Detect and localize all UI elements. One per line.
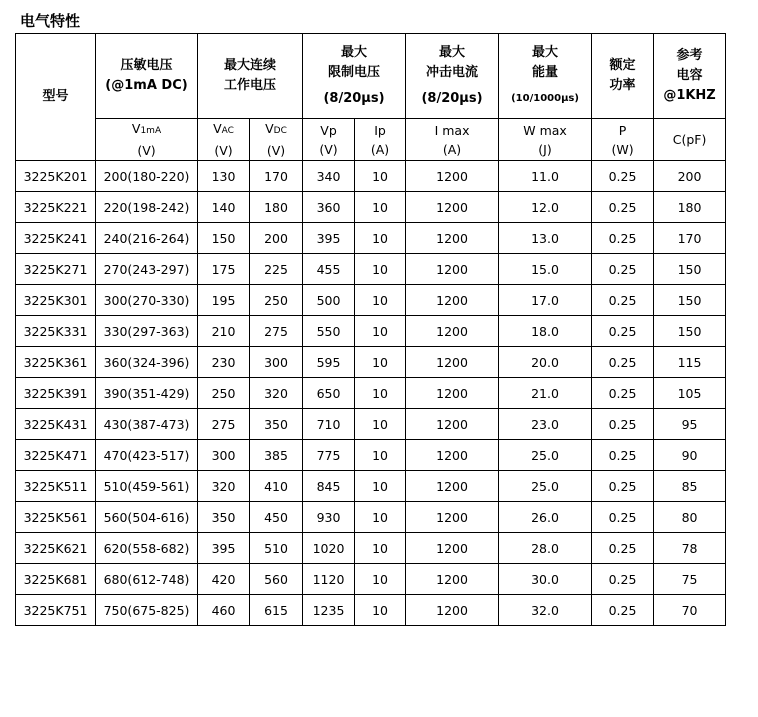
cell-power: 0.25 <box>592 378 654 409</box>
table-row <box>16 192 726 223</box>
cell-ip: 10 <box>355 316 406 347</box>
cell-vp: 595 <box>303 347 355 378</box>
cell-varistor-voltage: 360(324-396) <box>96 347 198 378</box>
cell-capacitance: 170 <box>654 223 726 254</box>
unit-vdc: VDC (V) <box>250 119 303 161</box>
unit-imax: I max (A) <box>406 119 499 161</box>
cell-model: 3225K361 <box>16 347 96 378</box>
cell-ip: 10 <box>355 440 406 471</box>
cell-imax: 1200 <box>406 502 499 533</box>
unit-ip: Ip (A) <box>355 119 406 161</box>
cell-capacitance: 200 <box>654 161 726 192</box>
cell-vdc: 560 <box>250 564 303 595</box>
table-row <box>16 161 726 192</box>
cell-vp: 650 <box>303 378 355 409</box>
cell-imax: 1200 <box>406 471 499 502</box>
cell-vdc: 180 <box>250 192 303 223</box>
cell-vdc: 300 <box>250 347 303 378</box>
unit-vac: VAC (V) <box>198 119 250 161</box>
cell-ip: 10 <box>355 254 406 285</box>
cell-wmax: 13.0 <box>499 223 592 254</box>
table-row <box>16 533 726 564</box>
cell-wmax: 25.0 <box>499 440 592 471</box>
header-max-surge-current: 最大 冲击电流 (8/20μs) <box>406 34 499 119</box>
cell-model: 3225K431 <box>16 409 96 440</box>
cell-wmax: 18.0 <box>499 316 592 347</box>
cell-power: 0.25 <box>592 409 654 440</box>
unit-v1ma: V1mA (V) <box>96 119 198 161</box>
cell-varistor-voltage: 270(243-297) <box>96 254 198 285</box>
cell-wmax: 12.0 <box>499 192 592 223</box>
unit-c: C(pF) <box>654 119 726 161</box>
cell-vp: 710 <box>303 409 355 440</box>
cell-vac: 420 <box>198 564 250 595</box>
cell-varistor-voltage: 680(612-748) <box>96 564 198 595</box>
unit-p: P (W) <box>592 119 654 161</box>
cell-imax: 1200 <box>406 347 499 378</box>
cell-vdc: 200 <box>250 223 303 254</box>
table-row <box>16 502 726 533</box>
cell-capacitance: 90 <box>654 440 726 471</box>
cell-wmax: 20.0 <box>499 347 592 378</box>
header-row <box>16 34 726 119</box>
cell-power: 0.25 <box>592 471 654 502</box>
cell-model: 3225K471 <box>16 440 96 471</box>
cell-varistor-voltage: 300(270-330) <box>96 285 198 316</box>
cell-vp: 340 <box>303 161 355 192</box>
cell-ip: 10 <box>355 564 406 595</box>
cell-wmax: 26.0 <box>499 502 592 533</box>
cell-varistor-voltage: 470(423-517) <box>96 440 198 471</box>
cell-vac: 140 <box>198 192 250 223</box>
cell-vdc: 275 <box>250 316 303 347</box>
cell-wmax: 25.0 <box>499 471 592 502</box>
table-row <box>16 409 726 440</box>
cell-vp: 455 <box>303 254 355 285</box>
header-rated-power: 额定 功率 <box>592 34 654 119</box>
cell-capacitance: 70 <box>654 595 726 626</box>
cell-vp: 1120 <box>303 564 355 595</box>
cell-vac: 210 <box>198 316 250 347</box>
cell-model: 3225K301 <box>16 285 96 316</box>
header-varistor-voltage: 压敏电压 (@1mA DC) <box>96 34 198 119</box>
cell-imax: 1200 <box>406 223 499 254</box>
cell-power: 0.25 <box>592 440 654 471</box>
units-row <box>16 119 726 161</box>
cell-power: 0.25 <box>592 254 654 285</box>
cell-varistor-voltage: 750(675-825) <box>96 595 198 626</box>
cell-model: 3225K621 <box>16 533 96 564</box>
cell-ip: 10 <box>355 192 406 223</box>
cell-wmax: 17.0 <box>499 285 592 316</box>
cell-wmax: 11.0 <box>499 161 592 192</box>
cell-model: 3225K271 <box>16 254 96 285</box>
cell-vp: 1020 <box>303 533 355 564</box>
table-row <box>16 378 726 409</box>
cell-vp: 1235 <box>303 595 355 626</box>
cell-varistor-voltage: 620(558-682) <box>96 533 198 564</box>
cell-imax: 1200 <box>406 316 499 347</box>
cell-vdc: 385 <box>250 440 303 471</box>
cell-varistor-voltage: 220(198-242) <box>96 192 198 223</box>
cell-vp: 775 <box>303 440 355 471</box>
cell-vdc: 410 <box>250 471 303 502</box>
table-row <box>16 440 726 471</box>
header-max-continuous-voltage: 最大连续 工作电压 <box>198 34 303 119</box>
table-body <box>16 161 726 626</box>
cell-varistor-voltage: 430(387-473) <box>96 409 198 440</box>
header-max-energy: 最大 能量 (10/1000μs) <box>499 34 592 119</box>
cell-varistor-voltage: 240(216-264) <box>96 223 198 254</box>
cell-vac: 130 <box>198 161 250 192</box>
table-row <box>16 223 726 254</box>
table-row <box>16 285 726 316</box>
cell-imax: 1200 <box>406 533 499 564</box>
cell-model: 3225K511 <box>16 471 96 502</box>
cell-capacitance: 115 <box>654 347 726 378</box>
cell-model: 3225K331 <box>16 316 96 347</box>
cell-power: 0.25 <box>592 595 654 626</box>
cell-power: 0.25 <box>592 223 654 254</box>
cell-capacitance: 80 <box>654 502 726 533</box>
cell-power: 0.25 <box>592 161 654 192</box>
cell-power: 0.25 <box>592 564 654 595</box>
header-model: 型号 <box>16 34 96 161</box>
cell-wmax: 21.0 <box>499 378 592 409</box>
cell-vp: 360 <box>303 192 355 223</box>
cell-ip: 10 <box>355 161 406 192</box>
cell-ip: 10 <box>355 285 406 316</box>
cell-vdc: 170 <box>250 161 303 192</box>
cell-ip: 10 <box>355 223 406 254</box>
cell-capacitance: 75 <box>654 564 726 595</box>
table-row <box>16 595 726 626</box>
cell-ip: 10 <box>355 471 406 502</box>
cell-vac: 395 <box>198 533 250 564</box>
cell-vac: 460 <box>198 595 250 626</box>
table-row <box>16 347 726 378</box>
cell-wmax: 32.0 <box>499 595 592 626</box>
cell-vdc: 450 <box>250 502 303 533</box>
table-row <box>16 564 726 595</box>
cell-model: 3225K681 <box>16 564 96 595</box>
cell-imax: 1200 <box>406 285 499 316</box>
table-row <box>16 316 726 347</box>
cell-vac: 320 <box>198 471 250 502</box>
cell-imax: 1200 <box>406 378 499 409</box>
cell-wmax: 28.0 <box>499 533 592 564</box>
cell-capacitance: 180 <box>654 192 726 223</box>
cell-vac: 350 <box>198 502 250 533</box>
cell-capacitance: 105 <box>654 378 726 409</box>
cell-varistor-voltage: 390(351-429) <box>96 378 198 409</box>
unit-vp: Vp (V) <box>303 119 355 161</box>
cell-power: 0.25 <box>592 502 654 533</box>
cell-vp: 550 <box>303 316 355 347</box>
cell-power: 0.25 <box>592 316 654 347</box>
cell-varistor-voltage: 200(180-220) <box>96 161 198 192</box>
cell-model: 3225K391 <box>16 378 96 409</box>
cell-vp: 930 <box>303 502 355 533</box>
cell-vdc: 510 <box>250 533 303 564</box>
cell-vp: 845 <box>303 471 355 502</box>
cell-wmax: 23.0 <box>499 409 592 440</box>
cell-capacitance: 150 <box>654 254 726 285</box>
cell-model: 3225K241 <box>16 223 96 254</box>
cell-ip: 10 <box>355 409 406 440</box>
cell-power: 0.25 <box>592 533 654 564</box>
page-title: 电气特性 <box>20 12 81 30</box>
cell-capacitance: 150 <box>654 316 726 347</box>
cell-vdc: 320 <box>250 378 303 409</box>
cell-model: 3225K221 <box>16 192 96 223</box>
cell-vp: 395 <box>303 223 355 254</box>
cell-capacitance: 85 <box>654 471 726 502</box>
cell-imax: 1200 <box>406 254 499 285</box>
cell-ip: 10 <box>355 378 406 409</box>
table-row <box>16 254 726 285</box>
cell-capacitance: 95 <box>654 409 726 440</box>
cell-imax: 1200 <box>406 409 499 440</box>
cell-ip: 10 <box>355 347 406 378</box>
header-max-clamping-voltage: 最大 限制电压 (8/20μs) <box>303 34 406 119</box>
electrical-characteristics-table <box>15 33 726 626</box>
cell-model: 3225K751 <box>16 595 96 626</box>
cell-power: 0.25 <box>592 192 654 223</box>
cell-capacitance: 150 <box>654 285 726 316</box>
cell-varistor-voltage: 560(504-616) <box>96 502 198 533</box>
cell-wmax: 30.0 <box>499 564 592 595</box>
cell-vp: 500 <box>303 285 355 316</box>
cell-imax: 1200 <box>406 161 499 192</box>
cell-vac: 275 <box>198 409 250 440</box>
cell-model: 3225K561 <box>16 502 96 533</box>
cell-vdc: 225 <box>250 254 303 285</box>
table-row <box>16 471 726 502</box>
cell-imax: 1200 <box>406 595 499 626</box>
cell-vac: 195 <box>198 285 250 316</box>
cell-power: 0.25 <box>592 347 654 378</box>
cell-wmax: 15.0 <box>499 254 592 285</box>
cell-vac: 300 <box>198 440 250 471</box>
cell-power: 0.25 <box>592 285 654 316</box>
cell-varistor-voltage: 330(297-363) <box>96 316 198 347</box>
cell-vdc: 615 <box>250 595 303 626</box>
cell-capacitance: 78 <box>654 533 726 564</box>
cell-imax: 1200 <box>406 192 499 223</box>
unit-wmax: W max (J) <box>499 119 592 161</box>
cell-imax: 1200 <box>406 440 499 471</box>
cell-vdc: 250 <box>250 285 303 316</box>
cell-vac: 250 <box>198 378 250 409</box>
cell-ip: 10 <box>355 502 406 533</box>
header-capacitance: 参考 电容 @1KHZ <box>654 34 726 119</box>
cell-ip: 10 <box>355 533 406 564</box>
cell-imax: 1200 <box>406 564 499 595</box>
cell-ip: 10 <box>355 595 406 626</box>
cell-vac: 230 <box>198 347 250 378</box>
cell-vac: 175 <box>198 254 250 285</box>
cell-model: 3225K201 <box>16 161 96 192</box>
cell-vac: 150 <box>198 223 250 254</box>
cell-vdc: 350 <box>250 409 303 440</box>
cell-varistor-voltage: 510(459-561) <box>96 471 198 502</box>
